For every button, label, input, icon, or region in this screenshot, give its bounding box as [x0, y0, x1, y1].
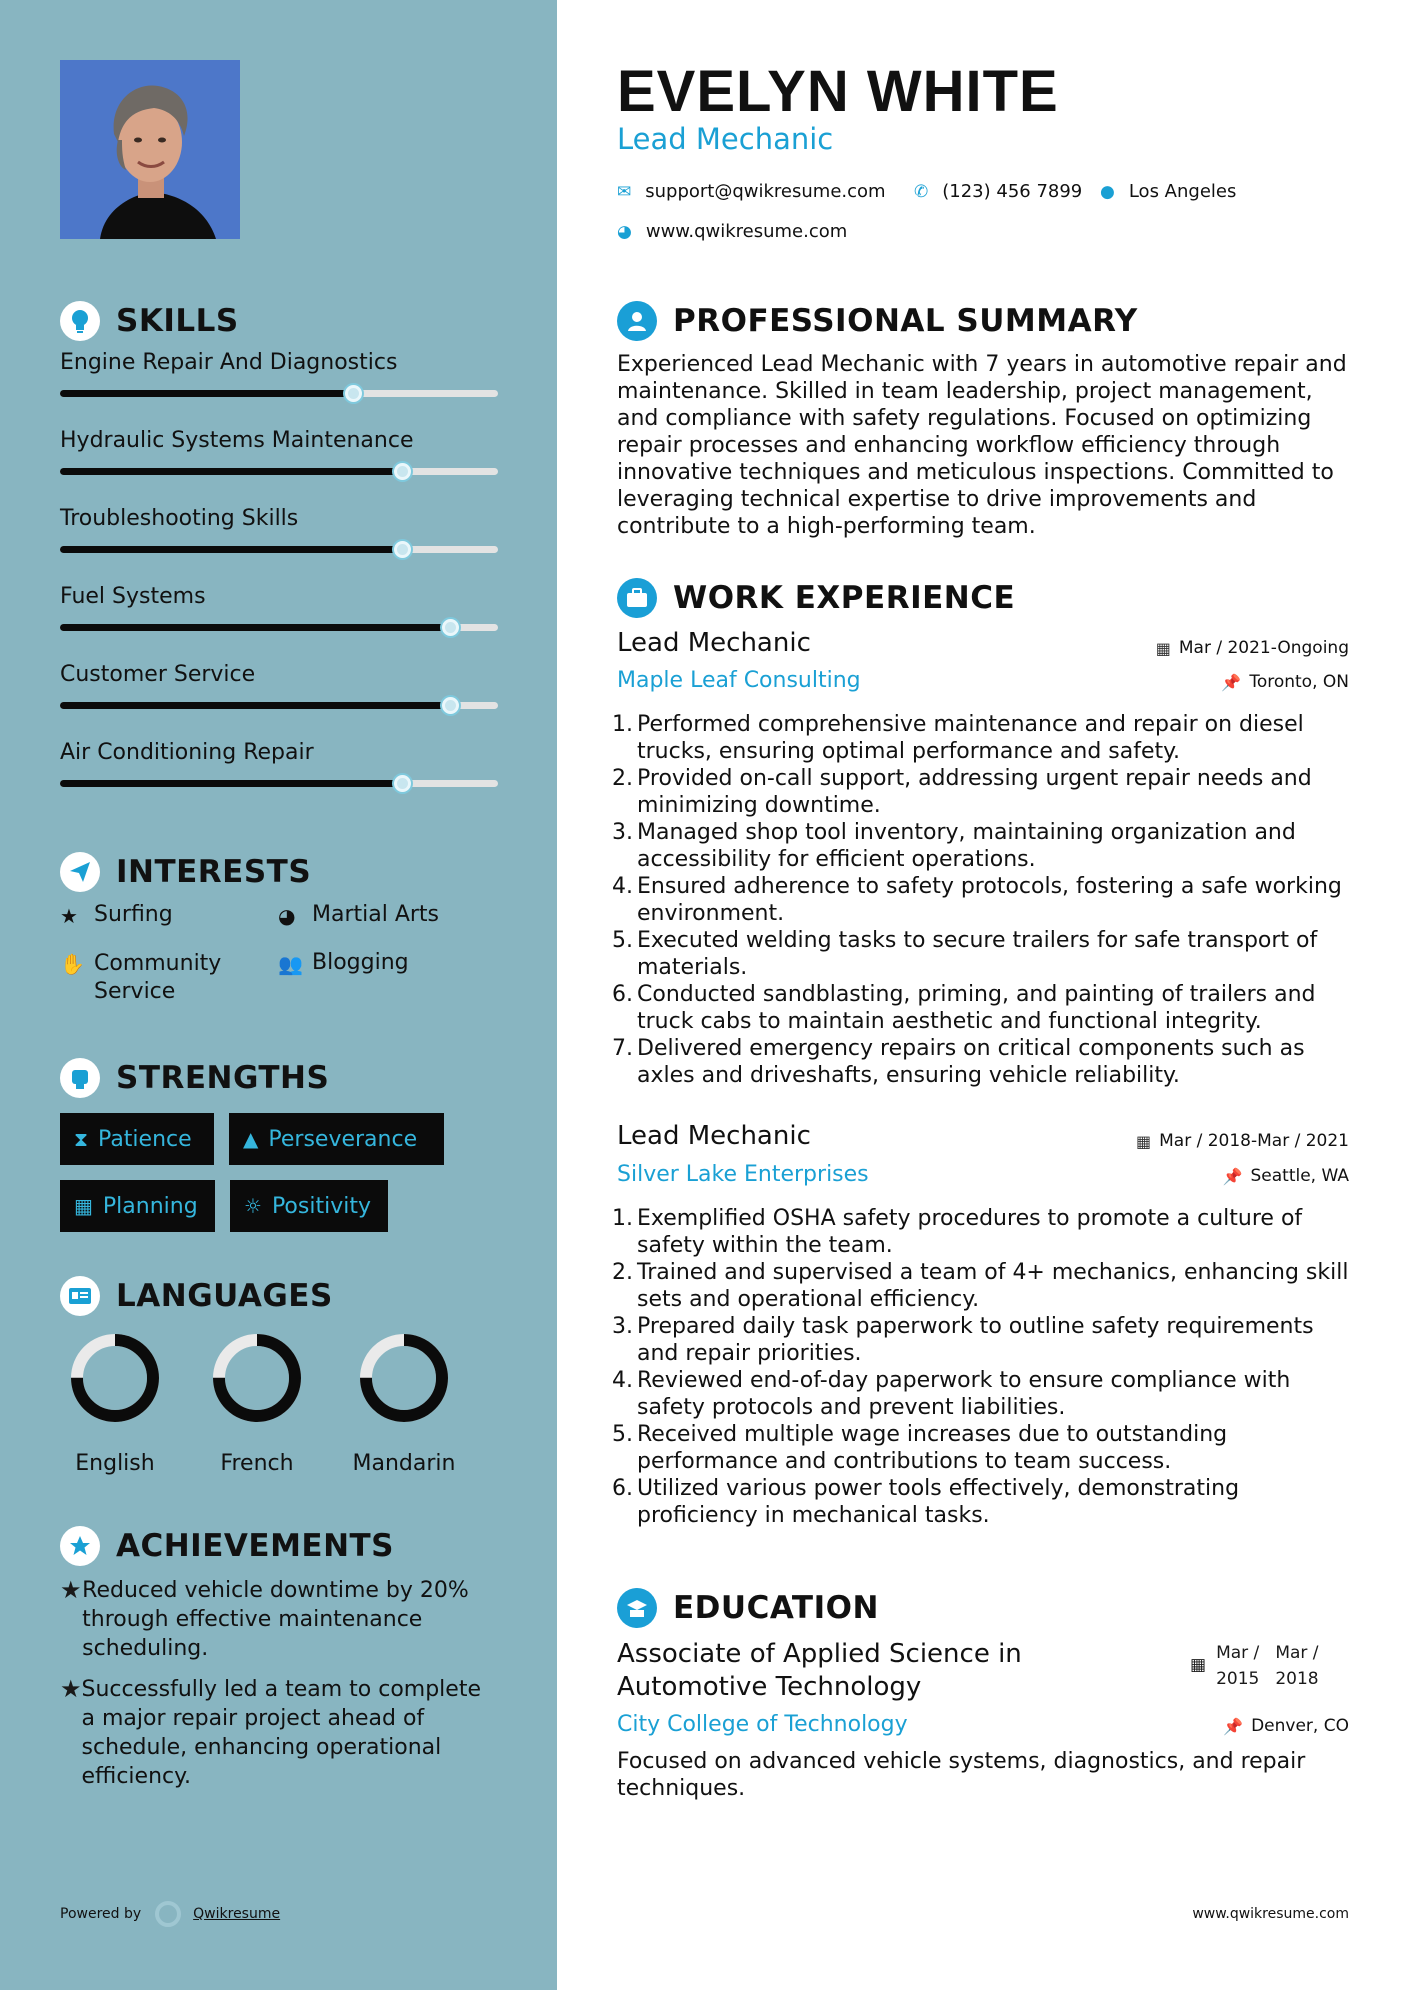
- language-item: [202, 1331, 312, 1476]
- users-icon: 👥: [278, 952, 303, 976]
- job-location: [1221, 672, 1349, 692]
- degree-line-2: Automotive Technology: [617, 1672, 922, 1702]
- list-item: 7. Delivered emergency repairs on critical components such as axles and driveshafts, ensuring vehicle reliability.: [612, 1036, 1305, 1088]
- job-dates-text: Mar / 2021-Ongoing: [1178, 638, 1349, 658]
- strengths-heading: [60, 1058, 329, 1098]
- interest-label: Surfing: [94, 902, 173, 927]
- strength-label: Perseverance: [268, 1126, 418, 1152]
- list-item: 1. Performed comprehensive maintenance and repair on diesel trucks, ensuring optimal performance and safety.: [612, 712, 1304, 764]
- education-title: EDUCATION: [673, 1590, 879, 1626]
- achievements-heading: [60, 1526, 394, 1566]
- strength-tag: [229, 1113, 444, 1165]
- interest-label: Community Service: [94, 951, 222, 1004]
- education-description: Focused on advanced vehicle systems, diagnostics, and repair techniques.: [617, 1749, 1306, 1801]
- job-dates: [1136, 1131, 1349, 1151]
- skill-label: Troubleshooting Skills: [60, 506, 299, 531]
- strength-tag: [60, 1113, 214, 1165]
- qwikresume-logo-icon: [155, 1901, 181, 1927]
- achievement-item: [60, 1675, 500, 1791]
- contact-phone: [914, 181, 1082, 202]
- globe-icon: ◕: [617, 221, 632, 242]
- skill-label: Hydraulic Systems Maintenance: [60, 428, 414, 453]
- job-location: [1223, 1166, 1349, 1186]
- globe-icon: ◕: [278, 904, 296, 928]
- interest-item: [278, 902, 439, 930]
- education-heading: [617, 1588, 879, 1628]
- language-item: [60, 1331, 170, 1476]
- achievement-text: Successfully led a team to complete a major repair project ahead of schedule, enhancing operational efficiency.: [81, 1677, 481, 1789]
- list-item: 1. Exemplified OSHA safety procedures to promote a culture of safety within the team.: [612, 1206, 1303, 1258]
- experience-title: WORK EXPERIENCE: [673, 580, 1016, 616]
- brand-link[interactable]: Qwikresume: [193, 1906, 281, 1922]
- job-bullets: [612, 1205, 1357, 1529]
- powered-by: [60, 1901, 280, 1927]
- footer-url[interactable]: www.qwikresume.com: [1192, 1906, 1349, 1922]
- calendar-icon: ▦: [1155, 638, 1171, 658]
- skill-label: Engine Repair And Diagnostics: [60, 350, 398, 375]
- language-label: French: [220, 1451, 294, 1476]
- skill-bar: [60, 702, 498, 709]
- strength-tag: [60, 1180, 215, 1232]
- language-label: Mandarin: [352, 1451, 456, 1476]
- interests-heading: [60, 852, 311, 892]
- skill-item: [60, 740, 498, 765]
- skill-bar: [60, 546, 498, 553]
- interest-label: Martial Arts: [312, 902, 440, 927]
- pin-icon: 📌: [1223, 1716, 1244, 1736]
- strength-label: Positivity: [271, 1193, 371, 1219]
- strength-tag: [230, 1180, 388, 1232]
- education-location: [1223, 1716, 1349, 1736]
- location-text: Los Angeles: [1128, 181, 1237, 202]
- language-gauge: [210, 1331, 304, 1425]
- road-icon: ▲: [243, 1127, 259, 1151]
- language-label: English: [75, 1451, 155, 1476]
- interest-item: [60, 950, 260, 1006]
- website-text[interactable]: www.qwikresume.com: [645, 221, 848, 242]
- list-item: 2. Provided on-call support, addressing urgent repair needs and minimizing downtime.: [612, 766, 1312, 818]
- lightbulb-icon: [60, 301, 100, 341]
- email-text[interactable]: support@qwikresume.com: [645, 181, 886, 202]
- contact-website: [617, 221, 847, 242]
- strength-label: Planning: [102, 1193, 198, 1219]
- hourglass-icon: ⧗: [74, 1127, 89, 1151]
- list-item: 5. Received multiple wage increases due to outstanding performance and contributions to team success.: [612, 1422, 1228, 1474]
- star-badge-icon: [60, 1526, 100, 1566]
- skills-title: SKILLS: [116, 303, 239, 339]
- education-location-text: Denver, CO: [1251, 1716, 1349, 1736]
- sidebar: [0, 0, 557, 1990]
- education-dates: [1190, 1640, 1319, 1692]
- edu-start-month: Mar /: [1216, 1643, 1260, 1663]
- contact-location: [1100, 181, 1236, 202]
- calendar-icon: ▦: [1190, 1655, 1207, 1675]
- edu-end-year: 2018: [1275, 1669, 1319, 1689]
- achievement-item: [60, 1576, 500, 1663]
- pin-icon: 📌: [1222, 1166, 1243, 1186]
- user-icon: [617, 301, 657, 341]
- summary-text: Experienced Lead Mechanic with 7 years in automotive repair and maintenance. Skilled in team leadership, project management, and compliance with safety regulations. Focused on optimizing repair processes and enhancing workflow efficiency through innovative techniques and meticulous inspections. Committed to leveraging technical expertise to drive improvements and contribute to a high-performing team.: [617, 352, 1347, 539]
- phone-icon: ✆: [914, 181, 929, 202]
- paper-plane-icon: [60, 852, 100, 892]
- skill-bar: [60, 780, 498, 787]
- list-item: 3. Prepared daily task paperwork to outline safety requirements and repair priorities.: [612, 1314, 1314, 1366]
- calendar-icon: ▦: [1135, 1131, 1152, 1151]
- skills-heading: [60, 301, 239, 341]
- phone-text[interactable]: (123) 456 7899: [942, 181, 1083, 202]
- degree-title: [617, 1638, 1022, 1704]
- strengths-title: STRENGTHS: [116, 1060, 330, 1096]
- skill-item: [60, 662, 498, 687]
- skill-item: [60, 584, 498, 609]
- list-item: 4. Ensured adherence to safety protocols, fostering a safe working environment.: [612, 874, 1342, 926]
- language-gauge: [357, 1331, 451, 1425]
- interest-item: [60, 902, 173, 930]
- interest-label: Blogging: [312, 950, 409, 975]
- list-item: 2. Trained and supervised a team of 4+ mechanics, enhancing skill sets and operational efficiency.: [612, 1260, 1349, 1312]
- job-location-text: Toronto, ON: [1249, 672, 1349, 692]
- powered-by-label: Powered by: [60, 1906, 142, 1922]
- job-title: Lead Mechanic: [617, 1121, 811, 1151]
- candidate-role: Lead Mechanic: [617, 122, 834, 156]
- achievement-text: Reduced vehicle downtime by 20% through effective maintenance scheduling.: [82, 1578, 469, 1661]
- list-item: 5. Executed welding tasks to secure trailers for safe transport of materials.: [612, 928, 1318, 980]
- job-bullets: [612, 711, 1357, 1089]
- language-item: [349, 1331, 459, 1476]
- job-dates: [1156, 638, 1349, 658]
- summary-heading: [617, 301, 1138, 341]
- list-item: 3. Managed shop tool inventory, maintaining organization and accessibility for efficient operations.: [612, 820, 1296, 872]
- school-name: City College of Technology: [617, 1712, 908, 1737]
- skill-label: Customer Service: [60, 662, 256, 687]
- skill-item: [60, 506, 498, 531]
- star-icon: ★: [60, 904, 78, 928]
- candidate-name: EVELYN WHITE: [617, 59, 1059, 124]
- skill-item: [60, 350, 498, 375]
- languages-title: LANGUAGES: [116, 1278, 333, 1314]
- experience-heading: [617, 578, 1015, 618]
- interests-title: INTERESTS: [116, 854, 312, 890]
- skill-label: Air Conditioning Repair: [60, 740, 314, 765]
- star-icon: ★: [60, 1675, 82, 1703]
- job-location-text: Seattle, WA: [1250, 1166, 1349, 1186]
- skill-bar: [60, 624, 498, 631]
- languages-heading: [60, 1276, 333, 1316]
- list-item: 4. Reviewed end-of-day paperwork to ensure compliance with safety protocols and prevent liabilities.: [612, 1368, 1291, 1420]
- job-title: Lead Mechanic: [617, 628, 811, 658]
- edu-start-year: 2015: [1216, 1669, 1260, 1689]
- hand-icon: ✋: [60, 952, 85, 976]
- job-company: Silver Lake Enterprises: [617, 1162, 869, 1187]
- fist-icon: [60, 1058, 100, 1098]
- skill-item: [60, 428, 498, 453]
- interest-item: [278, 950, 409, 978]
- strength-label: Patience: [98, 1126, 192, 1152]
- profile-photo: [60, 60, 240, 239]
- skill-bar: [60, 468, 498, 475]
- envelope-icon: ✉: [617, 181, 632, 202]
- list-item: 6. Utilized various power tools effectively, demonstrating proficiency in mechanical tasks.: [612, 1476, 1240, 1528]
- language-gauge: [68, 1331, 162, 1425]
- id-card-icon: [60, 1276, 100, 1316]
- degree-line-1: Associate of Applied Science in: [617, 1639, 1022, 1669]
- graduate-icon: [617, 1588, 657, 1628]
- skill-label: Fuel Systems: [60, 584, 206, 609]
- calendar-icon: ▦: [74, 1194, 93, 1218]
- job-company: Maple Leaf Consulting: [617, 668, 861, 693]
- briefcase-icon: [617, 578, 657, 618]
- pin-icon: 📌: [1221, 672, 1242, 692]
- achievements-title: ACHIEVEMENTS: [116, 1528, 395, 1564]
- list-item: 6. Conducted sandblasting, priming, and painting of trailers and truck cabs to maintain aesthetic and functional integrity.: [612, 982, 1316, 1034]
- skill-bar: [60, 390, 498, 397]
- map-pin-icon: ●: [1100, 181, 1115, 202]
- sun-icon: ☼: [244, 1194, 262, 1218]
- edu-end-month: Mar /: [1275, 1643, 1319, 1663]
- contact-email: [617, 181, 886, 202]
- job-dates-text: Mar / 2018-Mar / 2021: [1159, 1131, 1349, 1151]
- summary-title: PROFESSIONAL SUMMARY: [673, 303, 1138, 339]
- star-icon: ★: [60, 1576, 82, 1604]
